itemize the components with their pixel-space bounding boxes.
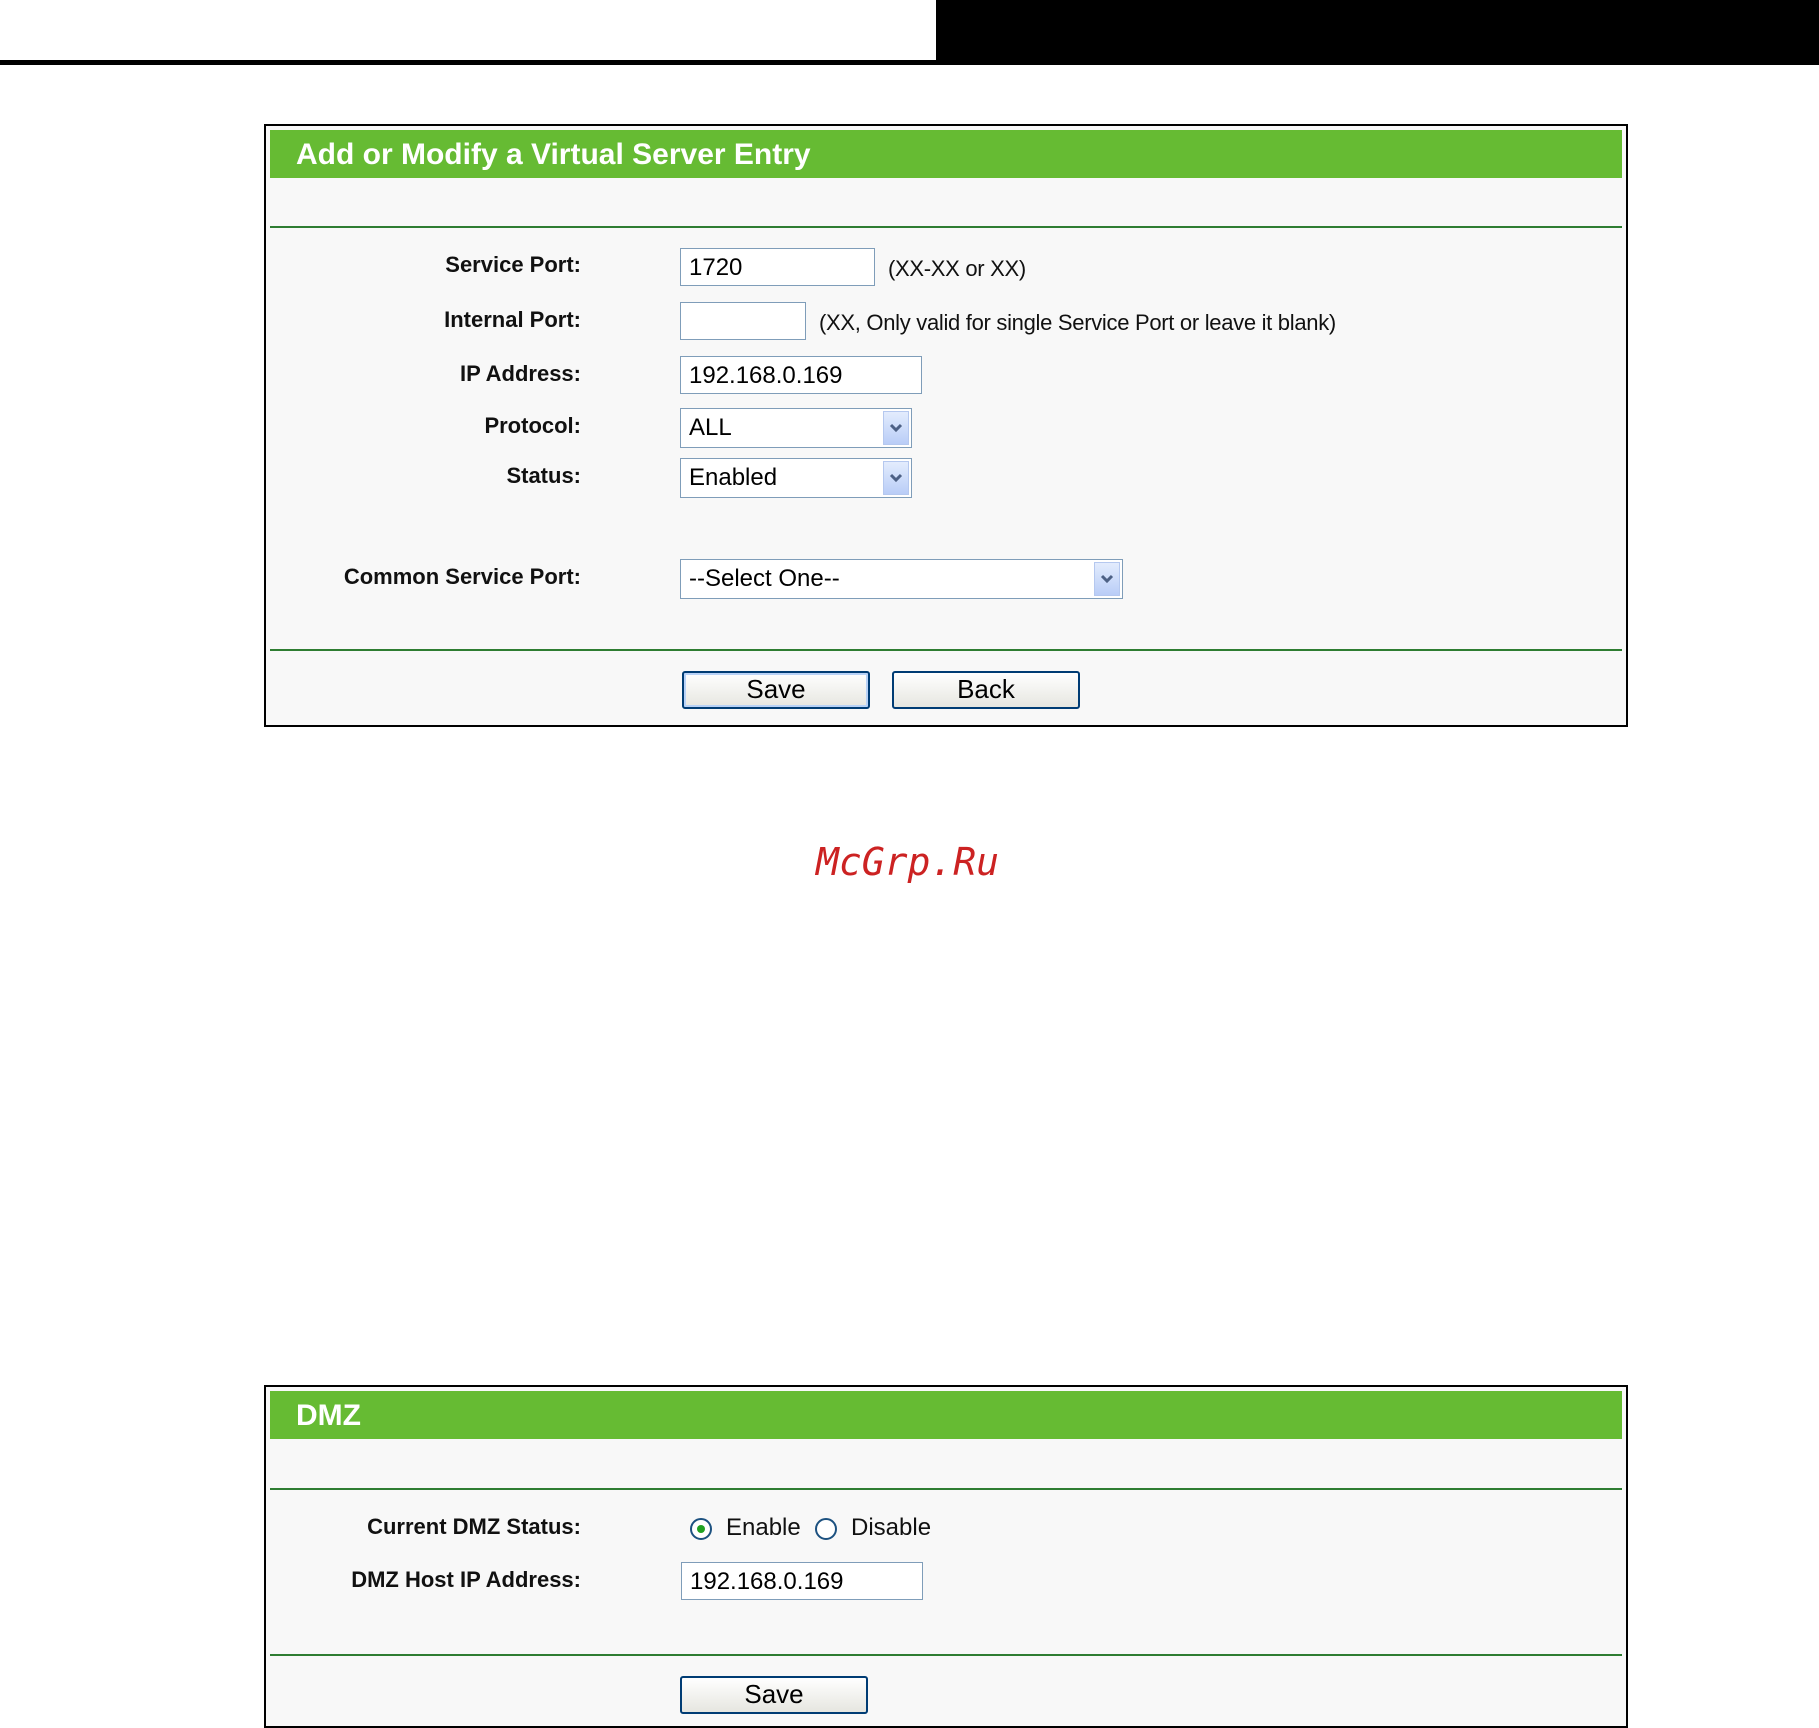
ip-address-input[interactable]: 192.168.0.169 [680, 356, 922, 394]
dmz-panel [264, 1385, 1628, 1728]
dmz-enable-label[interactable]: Enable [726, 1514, 801, 1541]
common-service-port-dropdown-button[interactable] [1094, 562, 1120, 596]
service-port-label: Service Port: [445, 252, 581, 277]
dmz-disable-radio[interactable] [815, 1518, 837, 1540]
dmz-save-button[interactable]: Save [680, 1676, 868, 1714]
dmz-status-label: Current DMZ Status: [367, 1514, 581, 1539]
dmz-title: DMZ [296, 1399, 361, 1432]
divider [270, 649, 1622, 651]
dmz-enable-radio[interactable] [690, 1518, 712, 1540]
radio-selected-dot [697, 1525, 705, 1533]
dmz-header [270, 1391, 1622, 1439]
protocol-dropdown-button[interactable] [883, 411, 909, 445]
service-port-input[interactable]: 1720 [680, 248, 875, 286]
virtual-server-panel [264, 124, 1628, 727]
watermark-text: McGrp.Ru [816, 840, 1000, 884]
common-service-port-select[interactable] [680, 559, 1123, 599]
protocol-label: Protocol: [484, 413, 581, 438]
chevron-down-icon [889, 422, 903, 434]
status-select[interactable] [680, 458, 912, 498]
dmz-host-ip-label: DMZ Host IP Address: [351, 1567, 581, 1592]
chevron-down-icon [889, 472, 903, 484]
internal-port-input[interactable] [680, 302, 806, 340]
dmz-disable-label[interactable]: Disable [851, 1514, 932, 1541]
status-dropdown-button[interactable] [883, 461, 909, 495]
internal-port-hint: (XX, Only valid for single Service Port or leave it blank) [819, 310, 1336, 335]
divider [270, 1488, 1622, 1490]
chevron-down-icon [1100, 573, 1114, 585]
protocol-value: ALL [689, 414, 732, 441]
protocol-select[interactable] [680, 408, 912, 448]
status-label: Status: [506, 463, 581, 488]
save-button[interactable]: Save [682, 671, 870, 709]
common-service-port-label: Common Service Port: [343, 564, 581, 589]
common-service-port-value: --Select One-- [689, 565, 840, 592]
internal-port-label: Internal Port: [444, 307, 581, 332]
status-value: Enabled [689, 464, 778, 491]
top-black-bar [936, 0, 1819, 64]
ip-address-label: IP Address: [459, 361, 581, 386]
divider [270, 1654, 1622, 1656]
virtual-server-title: Add or Modify a Virtual Server Entry [296, 138, 811, 171]
dmz-host-ip-input[interactable]: 192.168.0.169 [681, 1562, 923, 1600]
divider [270, 226, 1622, 228]
virtual-server-header [270, 130, 1622, 178]
back-button[interactable]: Back [892, 671, 1080, 709]
service-port-hint: (XX-XX or XX) [888, 256, 1026, 281]
